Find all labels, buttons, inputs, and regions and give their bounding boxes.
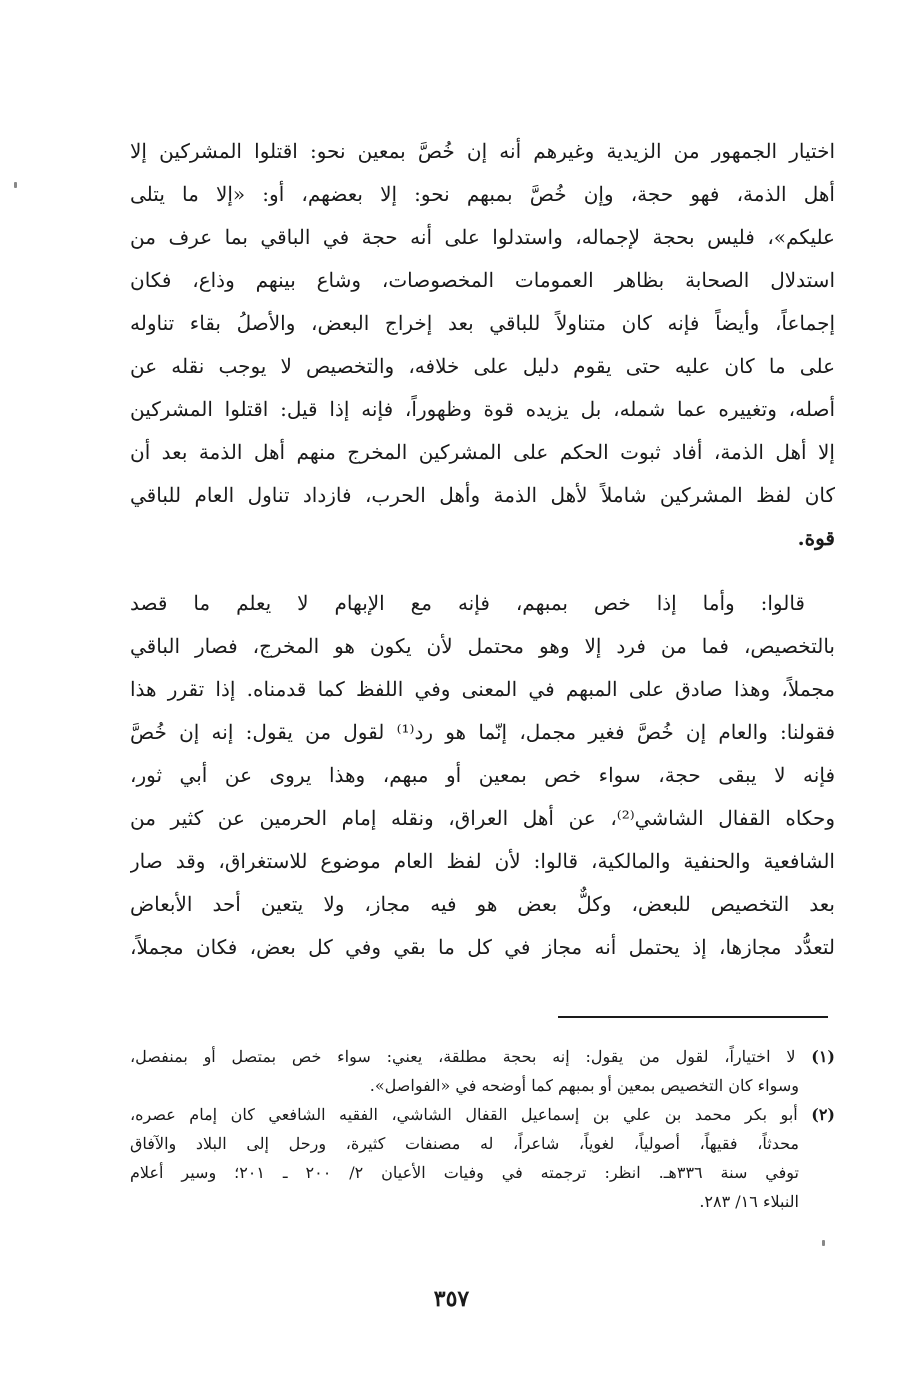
footnote-line: محدثاً، فقيهاً، أصولياً، لغوياً، شاعراً، له مصنفات كثيرة، ورحل إلى البلاد والآفاق bbox=[130, 1134, 799, 1153]
text-line: قوة. bbox=[797, 526, 835, 550]
text-line: أصله، وتغييره عما شمله، بل يزيده قوة وظهوراً، فإنه إذا قيل: اقتلوا المشركين bbox=[130, 397, 835, 421]
footnote-line bbox=[130, 1100, 835, 1129]
text-line: كان لفظ المشركين شاملاً لأهل الذمة وأهل الحرب، فازداد تناول العام للباقي bbox=[130, 483, 835, 507]
footnote-line: النبلاء ١٦/ ٢٨٣. bbox=[699, 1192, 799, 1211]
footnote-text: أبو بكر محمد بن علي بن إسماعيل القفال الشاشي، الفقيه الشافعي كان إمام عصره، bbox=[130, 1105, 798, 1124]
footnote-1 bbox=[130, 1042, 835, 1100]
footnote-separator bbox=[558, 1016, 828, 1018]
footnotes bbox=[130, 1042, 835, 1216]
footnote-2 bbox=[130, 1100, 835, 1216]
text-line: بعد التخصيص للبعض، وكلٌّ بعض هو فيه مجاز، ولا يتعين أحد الأبعاض bbox=[130, 892, 835, 916]
text-line: أهل الذمة، فهو حجة، وإن خُصَّ بمبهم نحو: إلا بعضهم، أو: «إلا ما يتلى bbox=[130, 182, 835, 206]
text-line: على ما كان عليه حتى يقوم دليل على خلافه، والتخصيص لا يوجب نقله عن bbox=[130, 354, 835, 378]
text-line: قالوا: وأما إذا خص بمبهم، فإنه مع الإبهام لا يعلم ما قصد bbox=[130, 591, 805, 615]
footnote-line: توفي سنة ٣٣٦هـ. انظر: ترجمته في وفيات الأعيان ٢/ ٢٠٠ ـ ٢٠١؛ وسير أعلام bbox=[130, 1163, 800, 1182]
text-line: مجملاً، وهذا صادق على المبهم في المعنى وفي اللفظ كما قدمناه. إذا تقرر هذا bbox=[130, 677, 835, 701]
text-line: اختيار الجمهور من الزيدية وغيرهم أنه إن خُصَّ بمعين نحو: اقتلوا المشركين إلا bbox=[130, 139, 835, 163]
paragraph-1 bbox=[130, 130, 835, 560]
scan-speck bbox=[14, 182, 17, 188]
main-text bbox=[130, 130, 835, 969]
text-line: عليكم»، فليس بحجة لإجماله، واستدلوا على أنه حجة في الباقي بما عرف من bbox=[130, 225, 835, 249]
footnote-text: لا اختياراً، لقول من يقول: إنه بحجة مطلقة، يعني: سواء خص بمتصل أو بمنفصل، bbox=[130, 1047, 796, 1066]
text-line: لتعدُّد مجازها، إذ يحتمل أنه مجاز في كل ما بقي وفي كل بعض، فكان مجملاً، bbox=[130, 935, 835, 959]
footnote-line: وسواء كان التخصيص بمعين أو بمبهم كما أوضحه في «الفواصل». bbox=[369, 1076, 799, 1095]
text-line: وحكاه القفال الشاشي⁽²⁾، عن أهل العراق، ونقله إمام الحرمين عن كثير من bbox=[130, 806, 835, 830]
text-line: الشافعية والحنفية والمالكية، قالوا: لأن لفظ العام موضوع للاستغراق، وقد صار bbox=[130, 849, 835, 873]
text-line: فقولنا: والعام إن خُصَّ فغير مجمل، إنّما هو رد⁽¹⁾ لقول من يقول: إنه إن خُصَّ bbox=[130, 720, 835, 744]
page-number: ٣٥٧ bbox=[433, 1286, 470, 1312]
scan-speck bbox=[822, 1240, 825, 1246]
text-line: إلا أهل الذمة، أفاد ثبوت الحكم على المشركين المخرج منهم أهل الذمة بعد أن bbox=[130, 440, 835, 464]
paragraph-2 bbox=[130, 582, 835, 969]
footnote-number: (١) bbox=[811, 1047, 835, 1066]
footnote-line bbox=[130, 1042, 835, 1071]
text-line: استدلال الصحابة بظاهر العمومات المخصوصات، وشاع بينهم وذاع، فكان bbox=[130, 268, 835, 292]
footnote-number: (٢) bbox=[811, 1105, 835, 1124]
paragraph-gap bbox=[130, 560, 835, 582]
text-line: إجماعاً، وأيضاً فإنه كان متناولاً للباقي بعد إخراج البعض، والأصلُ بقاء تناوله bbox=[130, 311, 835, 335]
text-line: بالتخصيص، فما من فرد إلا وهو محتمل لأن يكون هو المخرج، فصار الباقي bbox=[130, 634, 835, 658]
text-line: فإنه لا يبقى حجة، سواء خص بمعين أو مبهم، وهذا يروى عن أبي ثور، bbox=[130, 763, 835, 787]
